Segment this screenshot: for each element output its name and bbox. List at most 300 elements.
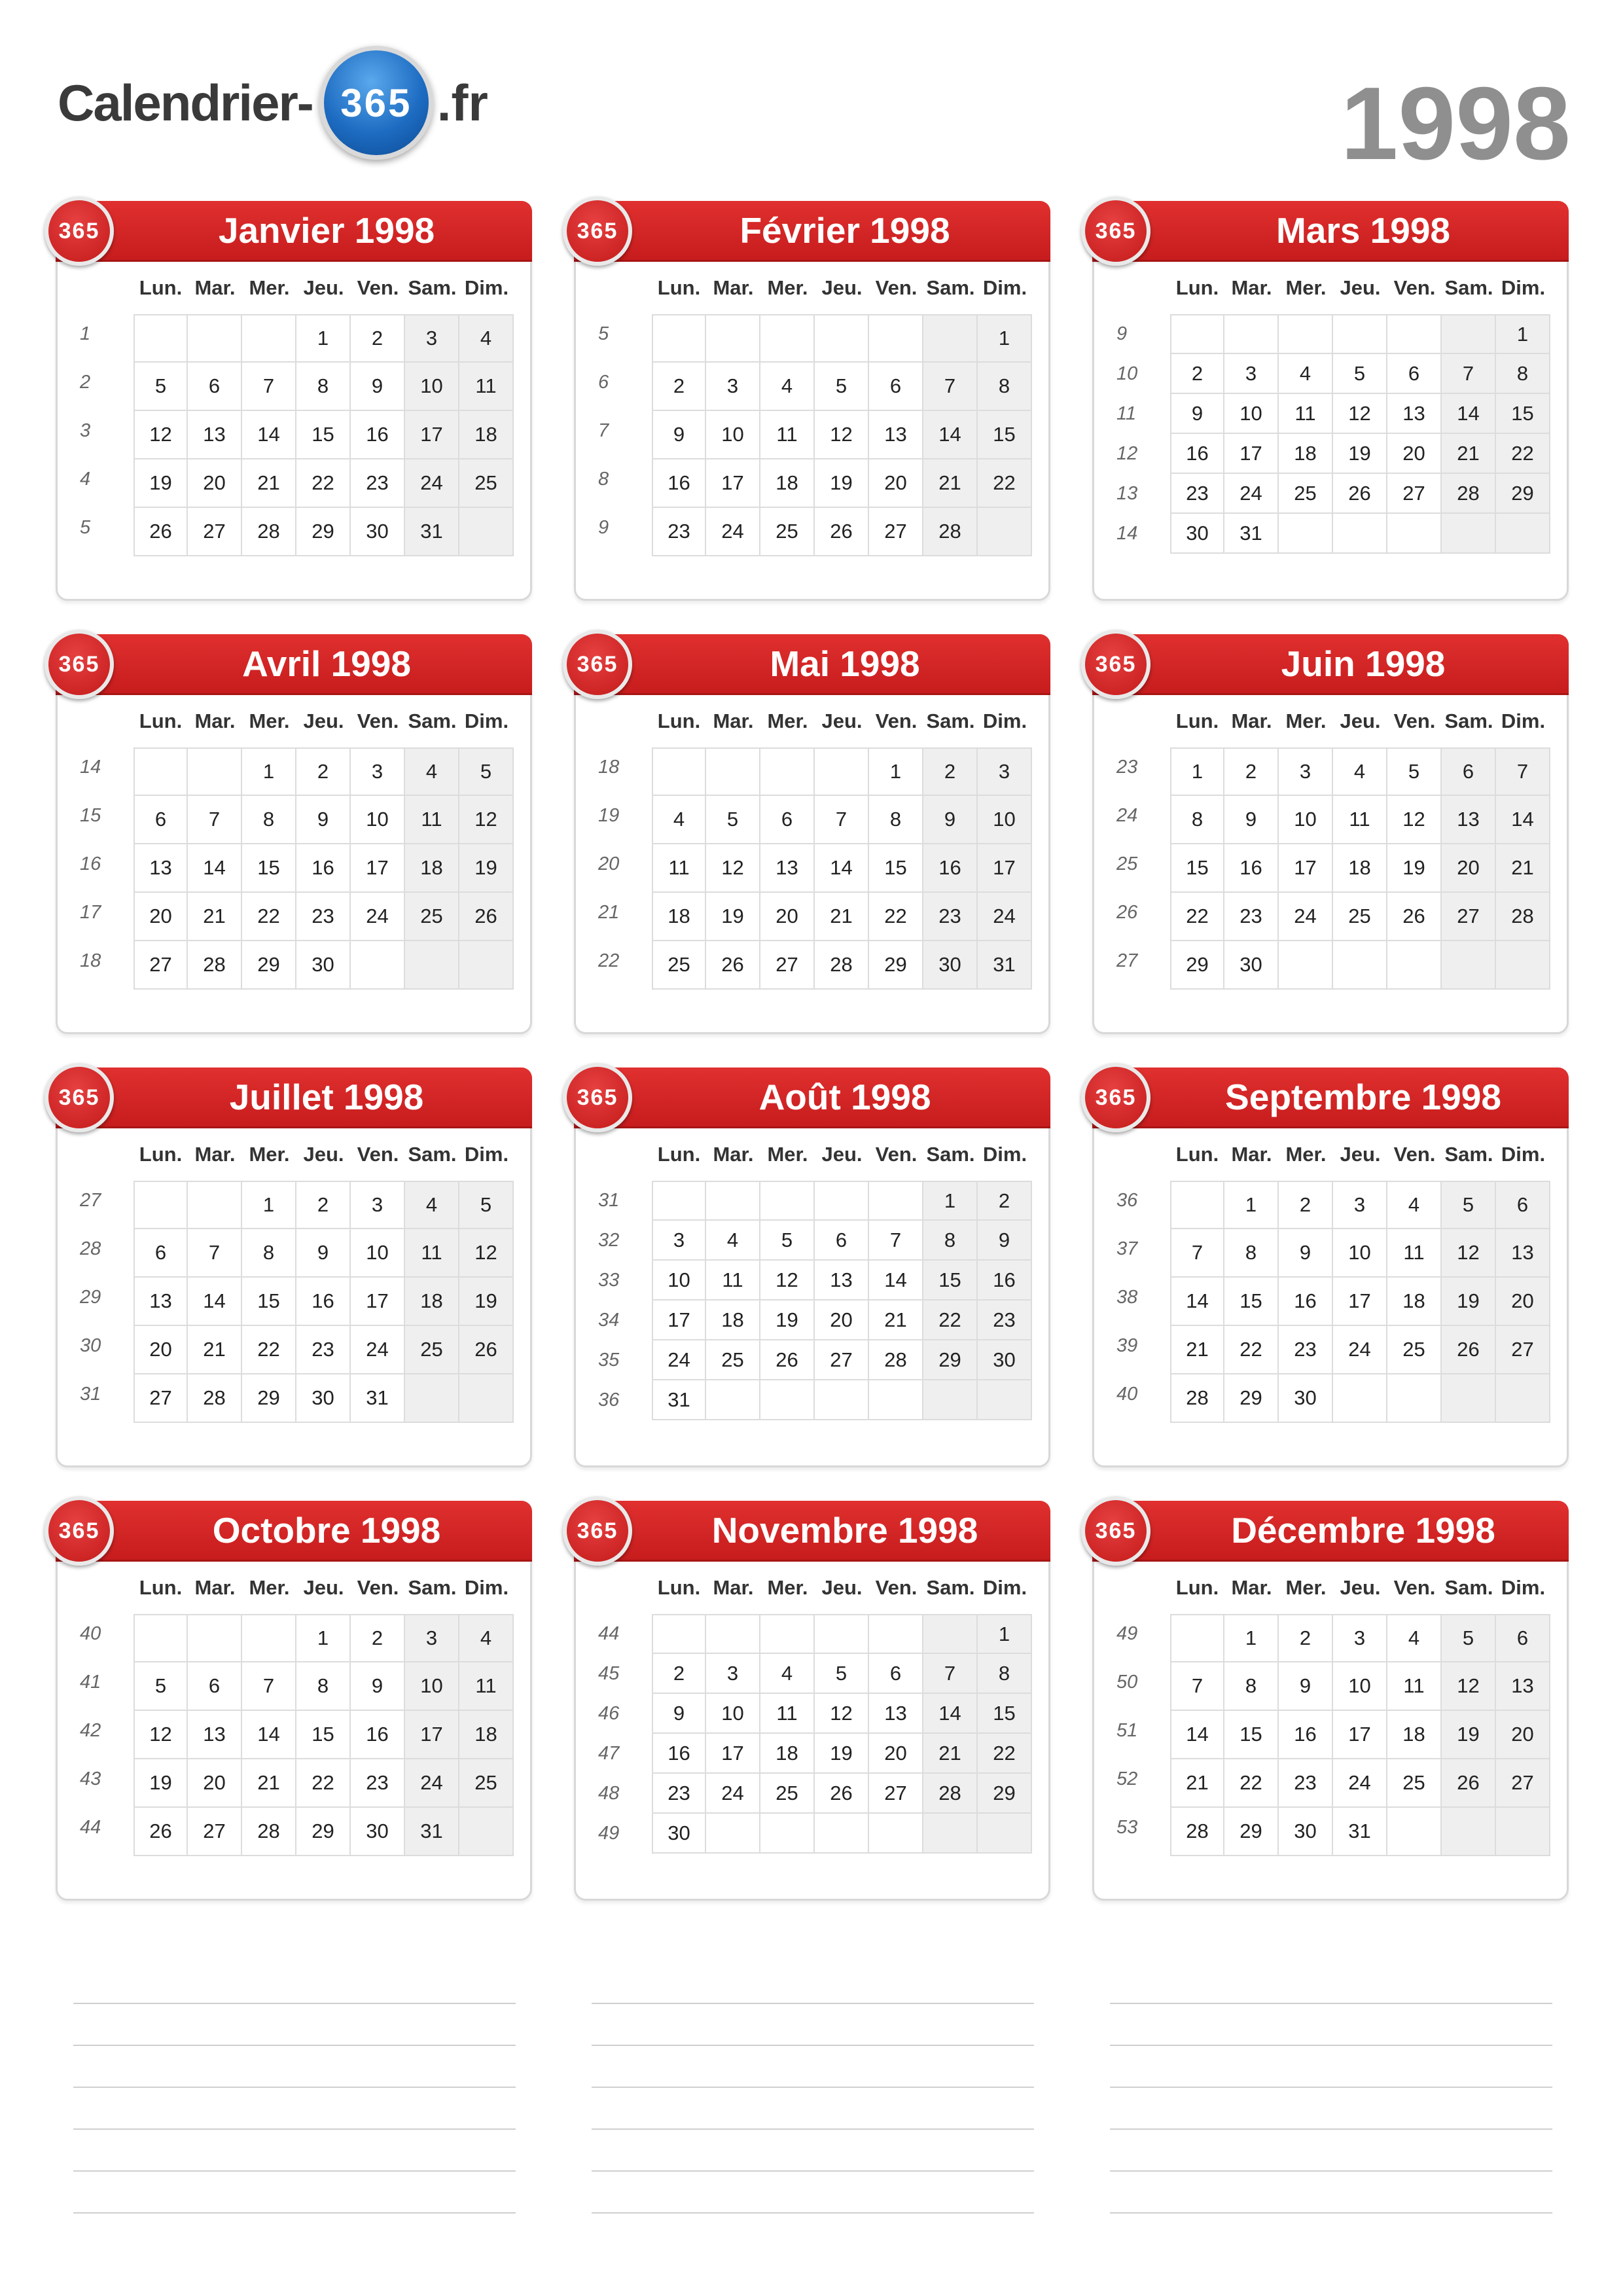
day-cell: 27 bbox=[815, 1340, 869, 1380]
month-title: Novembre 1998 bbox=[711, 1510, 978, 1551]
day-cell: 25 bbox=[459, 1759, 514, 1808]
notes-column-3 bbox=[1110, 2003, 1552, 2254]
note-line bbox=[592, 2087, 1034, 2088]
month-header bbox=[1092, 1067, 1569, 1128]
day-cell: 19 bbox=[706, 893, 760, 941]
note-line bbox=[592, 2212, 1034, 2214]
day-cell: 24 bbox=[1333, 1326, 1387, 1374]
day-cell: 26 bbox=[1333, 474, 1387, 514]
weekday-label: Dim. bbox=[464, 276, 509, 299]
month-title: Mai 1998 bbox=[770, 643, 920, 684]
week-numbers bbox=[80, 1181, 119, 1423]
day-cell: 12 bbox=[459, 1229, 514, 1278]
weekday-header bbox=[134, 1143, 514, 1166]
day-cell bbox=[1170, 314, 1224, 354]
weekday-label: Lun. bbox=[657, 1143, 701, 1166]
week-number: 31 bbox=[80, 1384, 101, 1405]
week-number: 46 bbox=[598, 1703, 620, 1724]
day-cell: 19 bbox=[134, 459, 188, 508]
day-cell: 4 bbox=[1279, 354, 1333, 394]
day-cell: 8 bbox=[242, 1229, 296, 1278]
weekday-label: Mar. bbox=[713, 709, 754, 732]
day-cell: 1 bbox=[923, 1181, 978, 1221]
week-number: 21 bbox=[598, 902, 620, 923]
weekday-label: Jeu. bbox=[1340, 709, 1381, 732]
day-cell: 13 bbox=[1387, 394, 1442, 434]
day-cell: 27 bbox=[1496, 1759, 1550, 1808]
day-cell bbox=[869, 1614, 923, 1654]
day-cell bbox=[978, 1814, 1032, 1854]
week-number: 22 bbox=[598, 950, 620, 971]
day-cell bbox=[760, 747, 815, 796]
day-cell: 7 bbox=[242, 363, 296, 411]
month-badge: 365 bbox=[563, 1496, 632, 1566]
day-cell: 1 bbox=[242, 747, 296, 796]
day-cell: 25 bbox=[706, 1340, 760, 1380]
day-cell: 29 bbox=[978, 1774, 1032, 1814]
day-cell bbox=[242, 314, 296, 363]
day-cell bbox=[923, 1380, 978, 1420]
day-cell: 8 bbox=[923, 1221, 978, 1261]
day-cell: 10 bbox=[706, 1694, 760, 1734]
day-cell: 3 bbox=[706, 1654, 760, 1694]
week-number: 43 bbox=[80, 1768, 101, 1789]
day-cell: 28 bbox=[923, 1774, 978, 1814]
weekday-label: Sam. bbox=[408, 1576, 457, 1599]
month-header bbox=[56, 634, 532, 695]
week-number: 40 bbox=[80, 1623, 101, 1644]
day-cell: 10 bbox=[351, 1229, 405, 1278]
day-cell: 31 bbox=[1224, 514, 1279, 554]
day-cell bbox=[1442, 1374, 1496, 1423]
day-grid bbox=[134, 747, 514, 990]
day-cell: 28 bbox=[242, 508, 296, 556]
day-cell: 15 bbox=[1224, 1278, 1279, 1326]
day-cell: 24 bbox=[706, 508, 760, 556]
day-cell: 5 bbox=[1442, 1614, 1496, 1662]
note-line bbox=[73, 2170, 516, 2172]
day-cell: 2 bbox=[923, 747, 978, 796]
day-cell bbox=[1496, 1374, 1550, 1423]
day-cell: 4 bbox=[1333, 747, 1387, 796]
month-card bbox=[574, 634, 1050, 1034]
day-cell: 4 bbox=[459, 1614, 514, 1662]
day-cell: 30 bbox=[923, 941, 978, 990]
day-cell: 28 bbox=[242, 1808, 296, 1856]
brand-badge: 365 bbox=[319, 46, 433, 160]
day-cell: 8 bbox=[869, 796, 923, 844]
day-cell bbox=[1279, 941, 1333, 990]
note-line bbox=[1110, 2212, 1552, 2214]
day-cell bbox=[1442, 1808, 1496, 1856]
day-cell: 5 bbox=[134, 363, 188, 411]
day-cell bbox=[1442, 314, 1496, 354]
day-cell: 18 bbox=[760, 1734, 815, 1774]
day-cell: 12 bbox=[706, 844, 760, 893]
day-cell: 20 bbox=[134, 893, 188, 941]
day-cell: 9 bbox=[1279, 1662, 1333, 1711]
day-cell: 11 bbox=[1387, 1229, 1442, 1278]
note-line bbox=[1110, 2128, 1552, 2130]
day-cell: 9 bbox=[978, 1221, 1032, 1261]
week-number: 35 bbox=[598, 1350, 620, 1371]
day-cell: 23 bbox=[351, 1759, 405, 1808]
day-cell: 2 bbox=[296, 747, 351, 796]
month-badge: 365 bbox=[563, 196, 632, 266]
week-number: 50 bbox=[1116, 1672, 1138, 1693]
weekday-label: Mar. bbox=[194, 1143, 236, 1166]
day-cell: 12 bbox=[134, 1711, 188, 1759]
weekday-label: Jeu. bbox=[303, 1576, 344, 1599]
day-cell: 18 bbox=[760, 459, 815, 508]
day-cell: 7 bbox=[869, 1221, 923, 1261]
day-cell: 16 bbox=[351, 411, 405, 459]
weekday-label: Sam. bbox=[1444, 276, 1493, 299]
week-number: 8 bbox=[598, 469, 609, 490]
day-cell: 1 bbox=[1224, 1614, 1279, 1662]
day-cell: 24 bbox=[1333, 1759, 1387, 1808]
month-card bbox=[1092, 634, 1569, 1034]
week-number: 26 bbox=[1116, 902, 1138, 923]
weekday-label: Mer. bbox=[1285, 276, 1327, 299]
day-cell: 24 bbox=[652, 1340, 706, 1380]
day-cell: 29 bbox=[296, 508, 351, 556]
weekday-label: Jeu. bbox=[1340, 1576, 1381, 1599]
day-cell: 17 bbox=[351, 1278, 405, 1326]
day-cell: 30 bbox=[351, 1808, 405, 1856]
week-number: 9 bbox=[598, 517, 609, 538]
day-cell: 1 bbox=[242, 1181, 296, 1229]
weekday-label: Mar. bbox=[1231, 1143, 1272, 1166]
day-cell: 16 bbox=[923, 844, 978, 893]
day-cell: 31 bbox=[652, 1380, 706, 1420]
day-cell: 29 bbox=[923, 1340, 978, 1380]
weekday-label: Ven. bbox=[357, 1576, 399, 1599]
weekday-label: Mer. bbox=[249, 709, 290, 732]
day-cell: 17 bbox=[405, 411, 459, 459]
day-cell: 23 bbox=[1279, 1759, 1333, 1808]
day-cell: 16 bbox=[652, 459, 706, 508]
day-cell: 14 bbox=[1170, 1711, 1224, 1759]
day-cell: 5 bbox=[459, 1181, 514, 1229]
day-cell: 27 bbox=[1387, 474, 1442, 514]
weekday-label: Dim. bbox=[1501, 1576, 1546, 1599]
day-cell: 20 bbox=[869, 459, 923, 508]
day-cell: 2 bbox=[1279, 1181, 1333, 1229]
day-cell: 20 bbox=[1496, 1711, 1550, 1759]
month-title: Avril 1998 bbox=[242, 643, 411, 684]
week-number: 36 bbox=[598, 1390, 620, 1410]
month-badge: 365 bbox=[1081, 196, 1150, 266]
day-cell: 31 bbox=[405, 508, 459, 556]
weekday-label: Mar. bbox=[194, 276, 236, 299]
day-cell bbox=[1279, 314, 1333, 354]
day-cell bbox=[1387, 314, 1442, 354]
week-number: 9 bbox=[1116, 323, 1128, 344]
day-cell: 5 bbox=[459, 747, 514, 796]
week-number: 19 bbox=[598, 805, 620, 826]
day-cell: 18 bbox=[459, 1711, 514, 1759]
day-grid bbox=[134, 314, 514, 556]
day-cell: 11 bbox=[405, 1229, 459, 1278]
month-badge: 365 bbox=[45, 196, 114, 266]
weekday-label: Dim. bbox=[982, 276, 1027, 299]
week-number: 32 bbox=[598, 1230, 620, 1251]
month-badge: 365 bbox=[1081, 1063, 1150, 1132]
day-cell: 20 bbox=[134, 1326, 188, 1374]
day-cell: 6 bbox=[760, 796, 815, 844]
weekday-label: Ven. bbox=[1393, 276, 1436, 299]
day-cell bbox=[459, 508, 514, 556]
day-cell: 15 bbox=[1170, 844, 1224, 893]
day-cell bbox=[923, 1614, 978, 1654]
day-cell bbox=[706, 1380, 760, 1420]
day-cell: 2 bbox=[1170, 354, 1224, 394]
day-grid bbox=[1170, 314, 1550, 554]
day-cell: 23 bbox=[978, 1300, 1032, 1340]
day-cell: 25 bbox=[405, 893, 459, 941]
weekday-label: Mer. bbox=[249, 1143, 290, 1166]
day-cell: 24 bbox=[351, 893, 405, 941]
day-cell: 30 bbox=[1224, 941, 1279, 990]
day-cell: 7 bbox=[1496, 747, 1550, 796]
day-cell bbox=[978, 508, 1032, 556]
day-cell: 1 bbox=[1224, 1181, 1279, 1229]
day-cell: 12 bbox=[1333, 394, 1387, 434]
day-cell: 12 bbox=[459, 796, 514, 844]
day-cell: 18 bbox=[1387, 1711, 1442, 1759]
day-cell: 14 bbox=[242, 1711, 296, 1759]
week-number: 25 bbox=[1116, 853, 1138, 874]
week-number: 12 bbox=[1116, 443, 1138, 464]
day-cell bbox=[1387, 941, 1442, 990]
day-grid bbox=[1170, 1614, 1550, 1856]
weekday-label: Dim. bbox=[464, 1143, 509, 1166]
day-cell: 19 bbox=[1333, 434, 1387, 474]
day-cell: 10 bbox=[405, 1662, 459, 1711]
day-cell: 13 bbox=[188, 1711, 242, 1759]
day-cell bbox=[815, 1814, 869, 1854]
day-cell: 11 bbox=[459, 363, 514, 411]
month-header bbox=[56, 201, 532, 262]
day-cell: 9 bbox=[296, 796, 351, 844]
day-cell: 3 bbox=[652, 1221, 706, 1261]
week-number: 16 bbox=[80, 853, 101, 874]
weekday-label: Sam. bbox=[1444, 1143, 1493, 1166]
weekday-label: Jeu. bbox=[821, 1143, 863, 1166]
day-cell: 8 bbox=[1496, 354, 1550, 394]
day-cell: 11 bbox=[760, 411, 815, 459]
day-cell: 22 bbox=[923, 1300, 978, 1340]
week-numbers bbox=[80, 747, 119, 990]
month-card bbox=[1092, 201, 1569, 601]
day-cell bbox=[134, 1181, 188, 1229]
day-cell bbox=[1387, 1808, 1442, 1856]
weekday-label: Dim. bbox=[464, 1576, 509, 1599]
month-card bbox=[56, 1501, 532, 1901]
day-cell: 20 bbox=[188, 459, 242, 508]
day-cell: 15 bbox=[242, 1278, 296, 1326]
note-line bbox=[1110, 2087, 1552, 2088]
day-cell: 4 bbox=[1387, 1614, 1442, 1662]
day-cell: 8 bbox=[1224, 1662, 1279, 1711]
day-cell: 6 bbox=[1496, 1181, 1550, 1229]
day-cell: 6 bbox=[1387, 354, 1442, 394]
weekday-label: Lun. bbox=[1175, 276, 1219, 299]
week-number: 7 bbox=[598, 420, 609, 441]
week-number: 14 bbox=[1116, 523, 1138, 544]
day-cell: 29 bbox=[1170, 941, 1224, 990]
day-cell: 24 bbox=[405, 459, 459, 508]
year-title: 1998 bbox=[1340, 66, 1571, 181]
day-cell: 14 bbox=[923, 411, 978, 459]
day-cell bbox=[923, 1814, 978, 1854]
month-badge: 365 bbox=[1081, 630, 1150, 699]
day-cell: 7 bbox=[1170, 1662, 1224, 1711]
day-cell bbox=[760, 1614, 815, 1654]
week-numbers bbox=[598, 1614, 637, 1854]
week-number: 53 bbox=[1116, 1817, 1138, 1838]
weekday-label: Lun. bbox=[139, 709, 183, 732]
day-cell: 5 bbox=[1387, 747, 1442, 796]
day-cell: 25 bbox=[760, 508, 815, 556]
day-cell: 19 bbox=[1442, 1711, 1496, 1759]
day-cell: 28 bbox=[188, 1374, 242, 1423]
day-cell: 23 bbox=[296, 1326, 351, 1374]
day-cell bbox=[1333, 314, 1387, 354]
day-cell: 14 bbox=[1496, 796, 1550, 844]
weekday-label: Sam. bbox=[926, 1143, 975, 1166]
day-cell: 16 bbox=[652, 1734, 706, 1774]
day-cell: 5 bbox=[760, 1221, 815, 1261]
day-cell: 15 bbox=[923, 1261, 978, 1300]
day-cell: 23 bbox=[1224, 893, 1279, 941]
day-cell: 7 bbox=[1442, 354, 1496, 394]
weekday-label: Jeu. bbox=[303, 276, 344, 299]
week-number: 4 bbox=[80, 469, 91, 490]
day-cell bbox=[459, 1374, 514, 1423]
day-cell: 7 bbox=[923, 1654, 978, 1694]
day-cell: 26 bbox=[459, 893, 514, 941]
day-cell: 22 bbox=[1224, 1759, 1279, 1808]
day-cell: 2 bbox=[652, 1654, 706, 1694]
day-cell: 21 bbox=[1170, 1326, 1224, 1374]
week-number: 27 bbox=[1116, 950, 1138, 971]
weekday-label: Mar. bbox=[1231, 276, 1272, 299]
day-grid bbox=[652, 1181, 1032, 1420]
day-cell: 30 bbox=[296, 1374, 351, 1423]
day-cell: 19 bbox=[459, 1278, 514, 1326]
day-cell: 28 bbox=[1170, 1808, 1224, 1856]
weekday-label: Lun. bbox=[1175, 1143, 1219, 1166]
day-cell: 29 bbox=[1224, 1374, 1279, 1423]
weekday-label: Lun. bbox=[139, 1576, 183, 1599]
week-numbers bbox=[598, 1181, 637, 1420]
weekday-label: Dim. bbox=[982, 709, 1027, 732]
weekday-label: Mar. bbox=[194, 1576, 236, 1599]
day-cell: 6 bbox=[869, 363, 923, 411]
month-title: Février 1998 bbox=[740, 210, 950, 251]
day-cell bbox=[652, 747, 706, 796]
day-cell: 22 bbox=[978, 1734, 1032, 1774]
day-cell: 5 bbox=[706, 796, 760, 844]
month-title: Juin 1998 bbox=[1281, 643, 1446, 684]
month-title: Août 1998 bbox=[758, 1077, 931, 1117]
day-cell: 24 bbox=[706, 1774, 760, 1814]
day-cell bbox=[815, 1380, 869, 1420]
day-cell: 3 bbox=[1224, 354, 1279, 394]
day-cell: 23 bbox=[1279, 1326, 1333, 1374]
note-line bbox=[73, 2087, 516, 2088]
day-cell: 20 bbox=[188, 1759, 242, 1808]
day-cell: 24 bbox=[405, 1759, 459, 1808]
day-cell: 16 bbox=[1170, 434, 1224, 474]
weekday-label: Mer. bbox=[1285, 1143, 1327, 1166]
weekday-label: Sam. bbox=[1444, 709, 1493, 732]
day-cell: 17 bbox=[652, 1300, 706, 1340]
day-cell: 2 bbox=[296, 1181, 351, 1229]
day-grid bbox=[1170, 747, 1550, 990]
week-number: 18 bbox=[80, 950, 101, 971]
day-cell: 26 bbox=[815, 508, 869, 556]
day-cell: 23 bbox=[1170, 474, 1224, 514]
weekday-label: Dim. bbox=[464, 709, 509, 732]
day-cell bbox=[1170, 1181, 1224, 1229]
day-cell: 15 bbox=[978, 411, 1032, 459]
day-cell bbox=[706, 314, 760, 363]
weekday-label: Mar. bbox=[1231, 709, 1272, 732]
day-cell: 27 bbox=[869, 1774, 923, 1814]
day-cell: 15 bbox=[869, 844, 923, 893]
week-numbers bbox=[1116, 314, 1156, 554]
week-number: 6 bbox=[598, 372, 609, 393]
weekday-header bbox=[652, 1576, 1032, 1600]
day-cell: 10 bbox=[978, 796, 1032, 844]
day-grid bbox=[1170, 1181, 1550, 1423]
month-badge: 365 bbox=[1081, 1496, 1150, 1566]
day-cell: 1 bbox=[1170, 747, 1224, 796]
day-cell: 14 bbox=[1442, 394, 1496, 434]
day-cell: 19 bbox=[134, 1759, 188, 1808]
note-line bbox=[1110, 2003, 1552, 2004]
month-badge: 365 bbox=[45, 1496, 114, 1566]
day-cell: 2 bbox=[978, 1181, 1032, 1221]
day-cell bbox=[134, 1614, 188, 1662]
day-cell: 6 bbox=[1442, 747, 1496, 796]
day-cell: 13 bbox=[815, 1261, 869, 1300]
month-header bbox=[1092, 634, 1569, 695]
day-cell: 29 bbox=[296, 1808, 351, 1856]
weekday-label: Ven. bbox=[875, 1576, 918, 1599]
day-cell: 16 bbox=[978, 1261, 1032, 1300]
weekday-label: Sam. bbox=[1444, 1576, 1493, 1599]
day-cell: 18 bbox=[652, 893, 706, 941]
day-cell: 3 bbox=[351, 1181, 405, 1229]
day-cell: 28 bbox=[1170, 1374, 1224, 1423]
day-cell: 21 bbox=[1170, 1759, 1224, 1808]
day-cell: 27 bbox=[869, 508, 923, 556]
day-cell bbox=[459, 1808, 514, 1856]
day-cell: 8 bbox=[296, 1662, 351, 1711]
day-cell bbox=[242, 1614, 296, 1662]
weekday-label: Mar. bbox=[713, 1143, 754, 1166]
day-cell: 22 bbox=[296, 459, 351, 508]
month-card bbox=[1092, 1501, 1569, 1901]
day-cell bbox=[1442, 941, 1496, 990]
day-cell: 25 bbox=[760, 1774, 815, 1814]
day-cell: 22 bbox=[1170, 893, 1224, 941]
weekday-label: Jeu. bbox=[821, 709, 863, 732]
